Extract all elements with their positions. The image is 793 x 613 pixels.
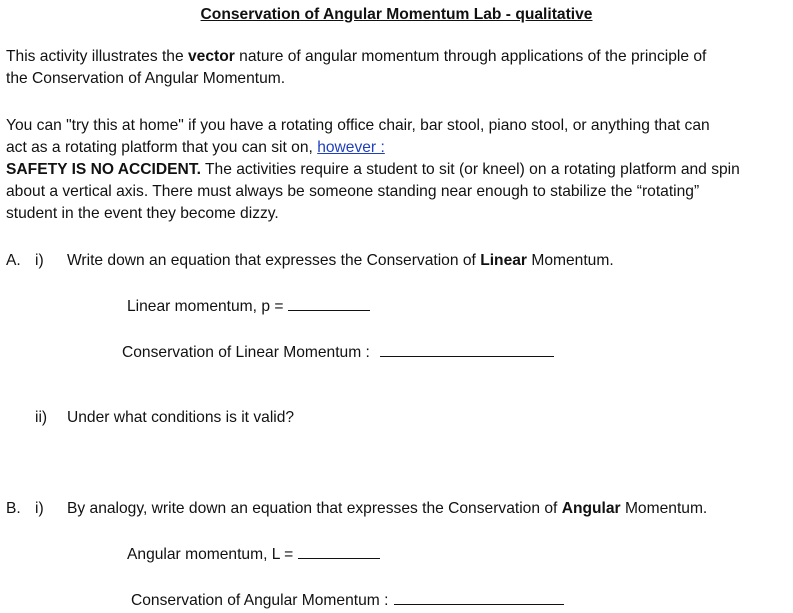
part-a-i-text-end: Momentum. xyxy=(527,252,614,269)
angular-momentum-label: Angular momentum, L = xyxy=(127,546,298,563)
intro-line-2: the Conservation of Angular Momentum. xyxy=(6,70,286,87)
intro-bold-vector: vector xyxy=(188,48,235,65)
conservation-linear-label: Conservation of Linear Momentum : xyxy=(122,344,370,361)
safety-heading: SAFETY IS NO ACCIDENT. xyxy=(6,161,201,178)
angular-momentum-blank[interactable] xyxy=(298,544,380,559)
home-line-4: about a vertical axis. There must always be someone standing near enough to stabilize the “rotating” xyxy=(6,183,700,200)
home-line-1: You can "try this at home" if you have a rotating office chair, bar stool, piano stool, or anything that can xyxy=(6,117,710,134)
part-a-i-question xyxy=(67,251,614,271)
safety-text: The activities require a student to sit (or kneel) on a rotating platform and spin xyxy=(200,161,740,178)
part-a-i-bold: Linear xyxy=(480,252,527,269)
linear-momentum-blank[interactable] xyxy=(288,296,370,311)
part-b-letter: B. xyxy=(6,500,21,517)
intro-text: This activity illustrates the xyxy=(6,48,188,65)
angular-momentum-prompt xyxy=(127,544,380,565)
part-a-ii-question: Under what conditions is it valid? xyxy=(67,409,295,426)
intro-line-1 xyxy=(6,47,706,67)
conservation-linear-prompt xyxy=(122,342,554,363)
part-b-i-bold: Angular xyxy=(561,500,621,517)
part-a-i-text: Write down an equation that expresses the Conservation of xyxy=(67,252,481,269)
linear-momentum-label: Linear momentum, p = xyxy=(127,298,288,315)
however-link[interactable]: however : xyxy=(317,139,385,156)
part-a-letter: A. xyxy=(6,252,21,269)
conservation-linear-blank[interactable] xyxy=(380,342,554,357)
part-b-i-text: By analogy, write down an equation that expresses the Conservation of xyxy=(67,500,562,517)
part-b-i-question xyxy=(67,499,707,519)
part-b-i-label: i) xyxy=(35,500,44,517)
home-line-5: student in the event they become dizzy. xyxy=(6,205,279,222)
intro-text-end: nature of angular momentum through applications of the principle of xyxy=(234,48,707,65)
part-a-i-label: i) xyxy=(35,252,44,269)
home-text: act as a rotating platform that you can sit on, xyxy=(6,139,318,156)
part-b-i-text-end: Momentum. xyxy=(620,500,708,517)
safety-line xyxy=(6,160,740,180)
conservation-angular-blank[interactable] xyxy=(394,590,564,605)
linear-momentum-prompt xyxy=(127,296,370,317)
conservation-angular-prompt xyxy=(131,590,564,611)
page-title: Conservation of Angular Momentum Lab - qualitative xyxy=(200,6,593,23)
home-line-2 xyxy=(6,138,385,158)
conservation-angular-label: Conservation of Angular Momentum : xyxy=(131,592,389,609)
part-a-ii-label: ii) xyxy=(35,409,48,426)
